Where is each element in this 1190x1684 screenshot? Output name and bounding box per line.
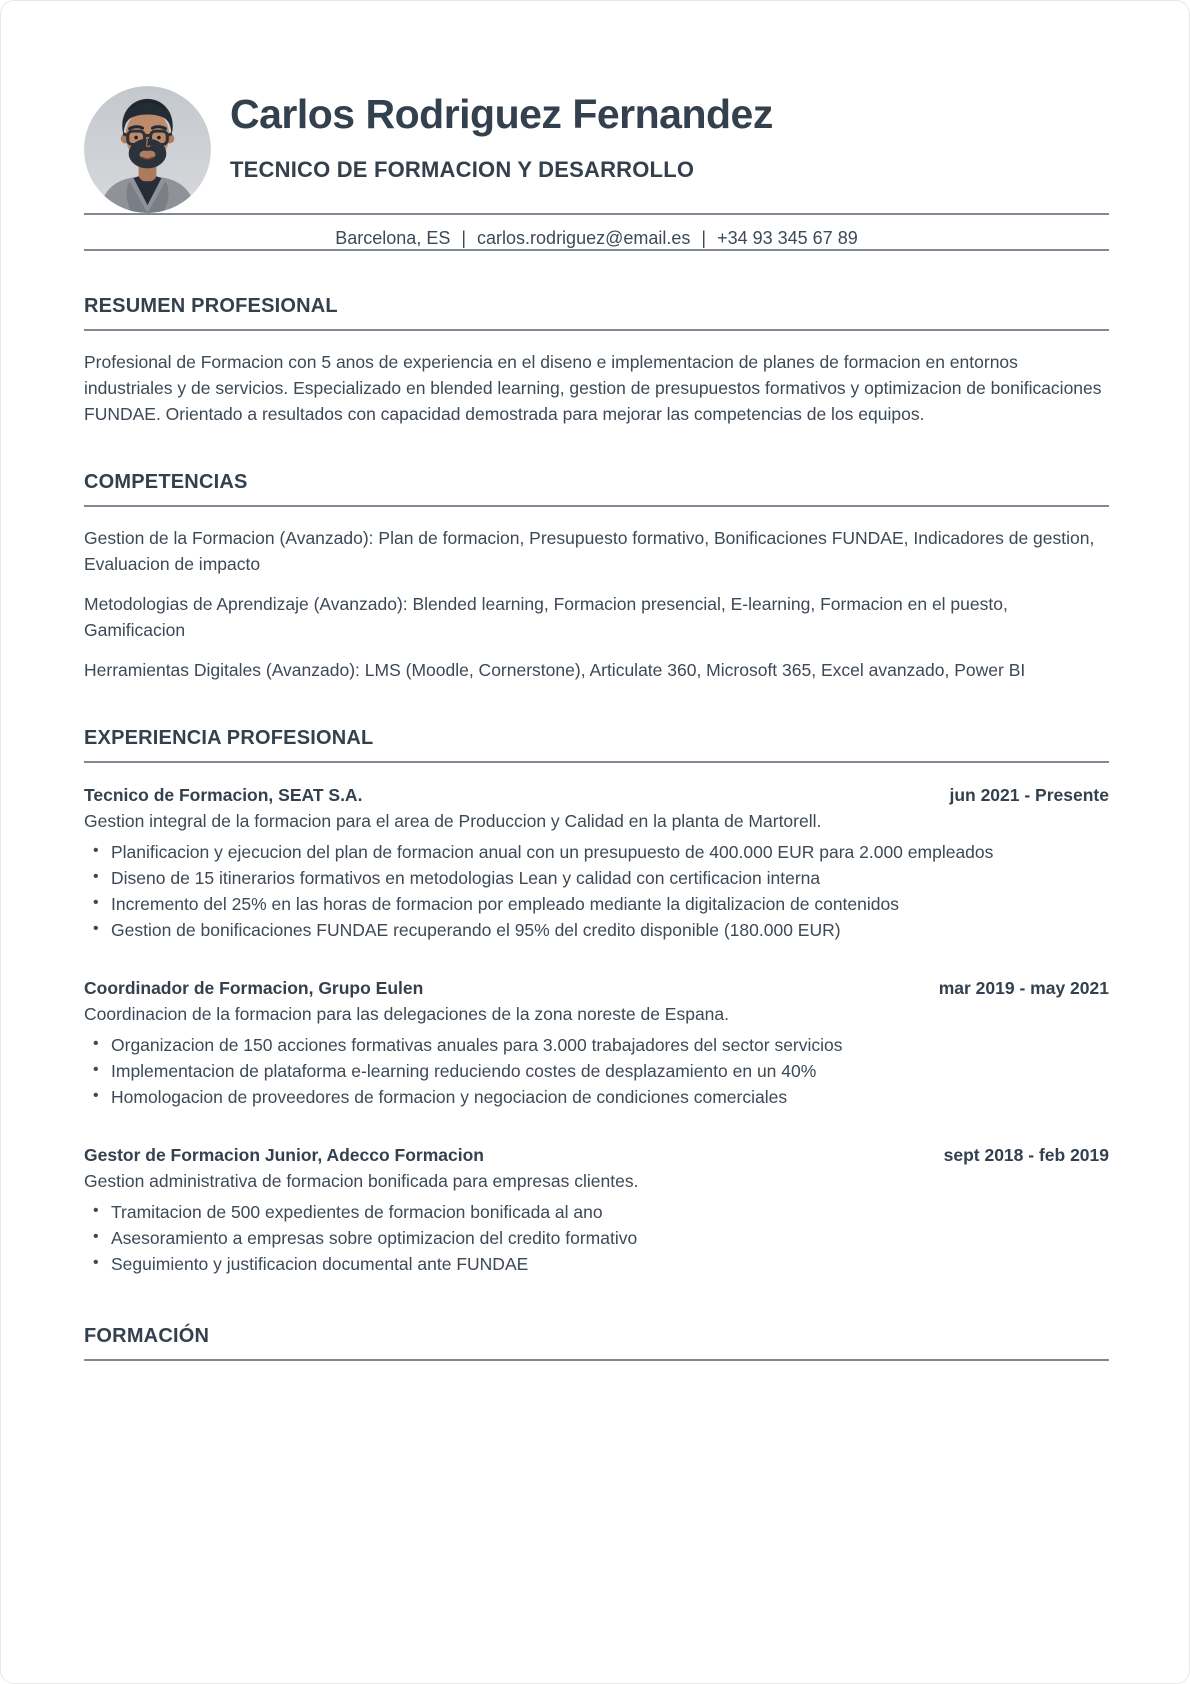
- bullet-item: • Seguimiento y justificacion documental ante FUNDAE: [84, 1251, 1109, 1277]
- bullet-item: • Incremento del 25% en las horas de formacion por empleado mediante la digitalizacion de contenidos: [84, 891, 1109, 917]
- job-title-row: [84, 1142, 1109, 1168]
- section-experience: [84, 727, 1109, 1277]
- bullet-item: • Gestion de bonificaciones FUNDAE recuperando el 95% del credito disponible (180.000 EUR): [84, 917, 1109, 943]
- job-entry: [84, 782, 1109, 943]
- skill-item: Herramientas Digitales (Avanzado): LMS (Moodle, Cornerstone), Articulate 360, Microsoft 365, Excel avanzado, Power BI: [84, 660, 1026, 680]
- job-summary: Gestion integral de la formacion para el area de Produccion y Calidad en la planta de Martorell.: [84, 811, 822, 831]
- job-title: Tecnico de Formacion, SEAT S.A.: [84, 785, 363, 805]
- skill-item: Gestion de la Formacion (Avanzado): Plan de formacion, Presupuesto formativo, Bonificaciones FUNDAE, Indicadores de gestion, Evaluacion de impacto: [84, 528, 1095, 574]
- job-summary: Coordinacion de la formacion para las delegaciones de la zona noreste de Espana.: [84, 1004, 730, 1024]
- profile-photo-illustration: [84, 86, 211, 213]
- job-title-row: [84, 975, 1109, 1001]
- skill-item: Metodologias de Aprendizaje (Avanzado): Blended learning, Formacion presencial, E-learning, Formacion en el puesto, Gamificacion: [84, 594, 1008, 640]
- candidate-job-title: TECNICO DE FORMACION Y DESARROLLO: [230, 157, 695, 183]
- contact-location: Barcelona, ES: [335, 228, 451, 248]
- contact-separator: |: [701, 228, 707, 248]
- summary-text: Profesional de Formacion con 5 anos de experiencia en el diseno e implementacion de planes de formacion en entornos industriales y de servicios. Especializado en blended learning, gestion de presupuestos formativos y optimizacion de bonificaciones FUNDAE. Orientado a resultados con capacidad demostrada para mejorar las competencias de los equipos.: [84, 352, 1102, 424]
- bullet-item: • Asesoramiento a empresas sobre optimizacion del credito formativo: [84, 1225, 1109, 1251]
- job-bullets: [84, 1199, 1109, 1277]
- section-skills: [84, 471, 1109, 683]
- job-dates: sept 2018 - feb 2019: [943, 1145, 1109, 1165]
- job-entry: [84, 1142, 1109, 1277]
- divider: [84, 249, 1109, 251]
- section-heading-skills: COMPETENCIAS: [84, 471, 1109, 507]
- divider: [84, 213, 1109, 215]
- job-summary: Gestion administrativa de formacion bonificada para empresas clientes.: [84, 1171, 639, 1191]
- job-title-row: [84, 782, 1109, 808]
- candidate-name: Carlos Rodriguez Fernandez: [230, 91, 773, 137]
- profile-photo: [84, 86, 211, 213]
- contact-bar: [84, 227, 1109, 249]
- section-heading-education: FORMACIÓN: [84, 1325, 1109, 1361]
- bullet-item: • Tramitacion de 500 expedientes de formacion bonificada al ano: [84, 1199, 1109, 1225]
- header-text: [230, 86, 773, 183]
- contact-separator: |: [461, 228, 467, 248]
- section-heading-experience: EXPERIENCIA PROFESIONAL: [84, 727, 1109, 763]
- job-dates: jun 2021 - Presente: [949, 785, 1109, 805]
- bullet-item: • Planificacion y ejecucion del plan de formacion anual con un presupuesto de 400.000 EUR para 2.000 empleados: [84, 839, 1109, 865]
- job-title: Gestor de Formacion Junior, Adecco Formacion: [84, 1145, 484, 1165]
- bullet-item: • Organizacion de 150 acciones formativas anuales para 3.000 trabajadores del sector servicios: [84, 1032, 1109, 1058]
- section-heading-summary: RESUMEN PROFESIONAL: [84, 295, 1109, 331]
- job-bullets: [84, 1032, 1109, 1110]
- section-education: [84, 1325, 1109, 1361]
- bullet-item: • Homologacion de proveedores de formacion y negociacion de condiciones comerciales: [84, 1084, 1109, 1110]
- bullet-item: • Implementacion de plataforma e-learning reduciendo costes de desplazamiento en un 40%: [84, 1058, 1109, 1084]
- section-summary: [84, 295, 1109, 427]
- job-title: Coordinador de Formacion, Grupo Eulen: [84, 978, 424, 998]
- contact-email: carlos.rodriguez@email.es: [477, 228, 691, 248]
- header: [84, 86, 1109, 213]
- contact-phone: +34 93 345 67 89: [717, 228, 858, 248]
- bullet-item: • Diseno de 15 itinerarios formativos en metodologias Lean y calidad con certificacion interna: [84, 865, 1109, 891]
- job-entry: [84, 975, 1109, 1110]
- job-bullets: [84, 839, 1109, 943]
- job-dates: mar 2019 - may 2021: [938, 978, 1109, 998]
